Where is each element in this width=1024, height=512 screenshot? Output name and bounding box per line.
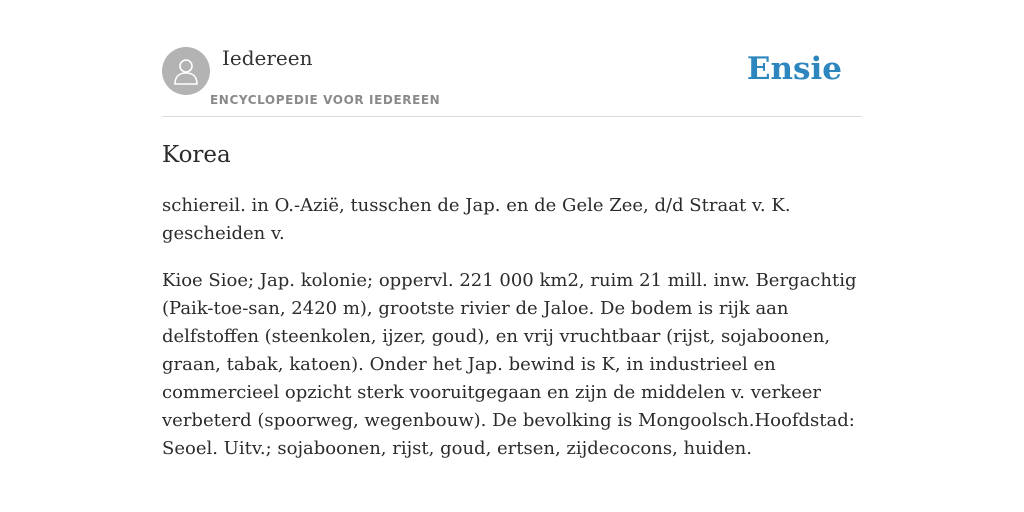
site-subtitle: ENCYCLOPEDIE VOOR IEDEREEN bbox=[210, 93, 441, 107]
brand-logo[interactable]: Ensie bbox=[746, 51, 842, 87]
article-paragraph: Kioe Sioe; Jap. kolonie; oppervl. 221 000 km2, ruim 21 mill. inw. Bergachtig (Paik-toe-san, 2420 m), grootste rivier de Jaloe. De bodem is rijk aan delfstoffen (steenkolen, ijzer, goud), en vrij vruchtbaar (rijst, sojaboonen, graan, tabak, katoen). Onder het Jap. bewind is K, in industrieel en commercieel opzicht sterk vooruitgegaan en zijn de middelen v. verkeer verbeterd (spoorweg, wegenbouw). De bevolking is Mongoolsch.Hoofdstad: Seoel. Uitv.; sojaboonen, rijst, goud, ertsen, zijdecocons, huiden. bbox=[162, 270, 857, 459]
author-avatar[interactable] bbox=[162, 47, 210, 95]
article-paragraph: schiereil. in O.-Azië, tusschen de Jap. en de Gele Zee, d/d Straat v. K. gescheiden v. bbox=[162, 195, 791, 244]
user-silhouette-icon bbox=[172, 56, 200, 86]
page-header bbox=[162, 46, 862, 117]
article-title: Korea bbox=[162, 142, 231, 168]
author-name[interactable]: Iedereen bbox=[222, 46, 313, 70]
